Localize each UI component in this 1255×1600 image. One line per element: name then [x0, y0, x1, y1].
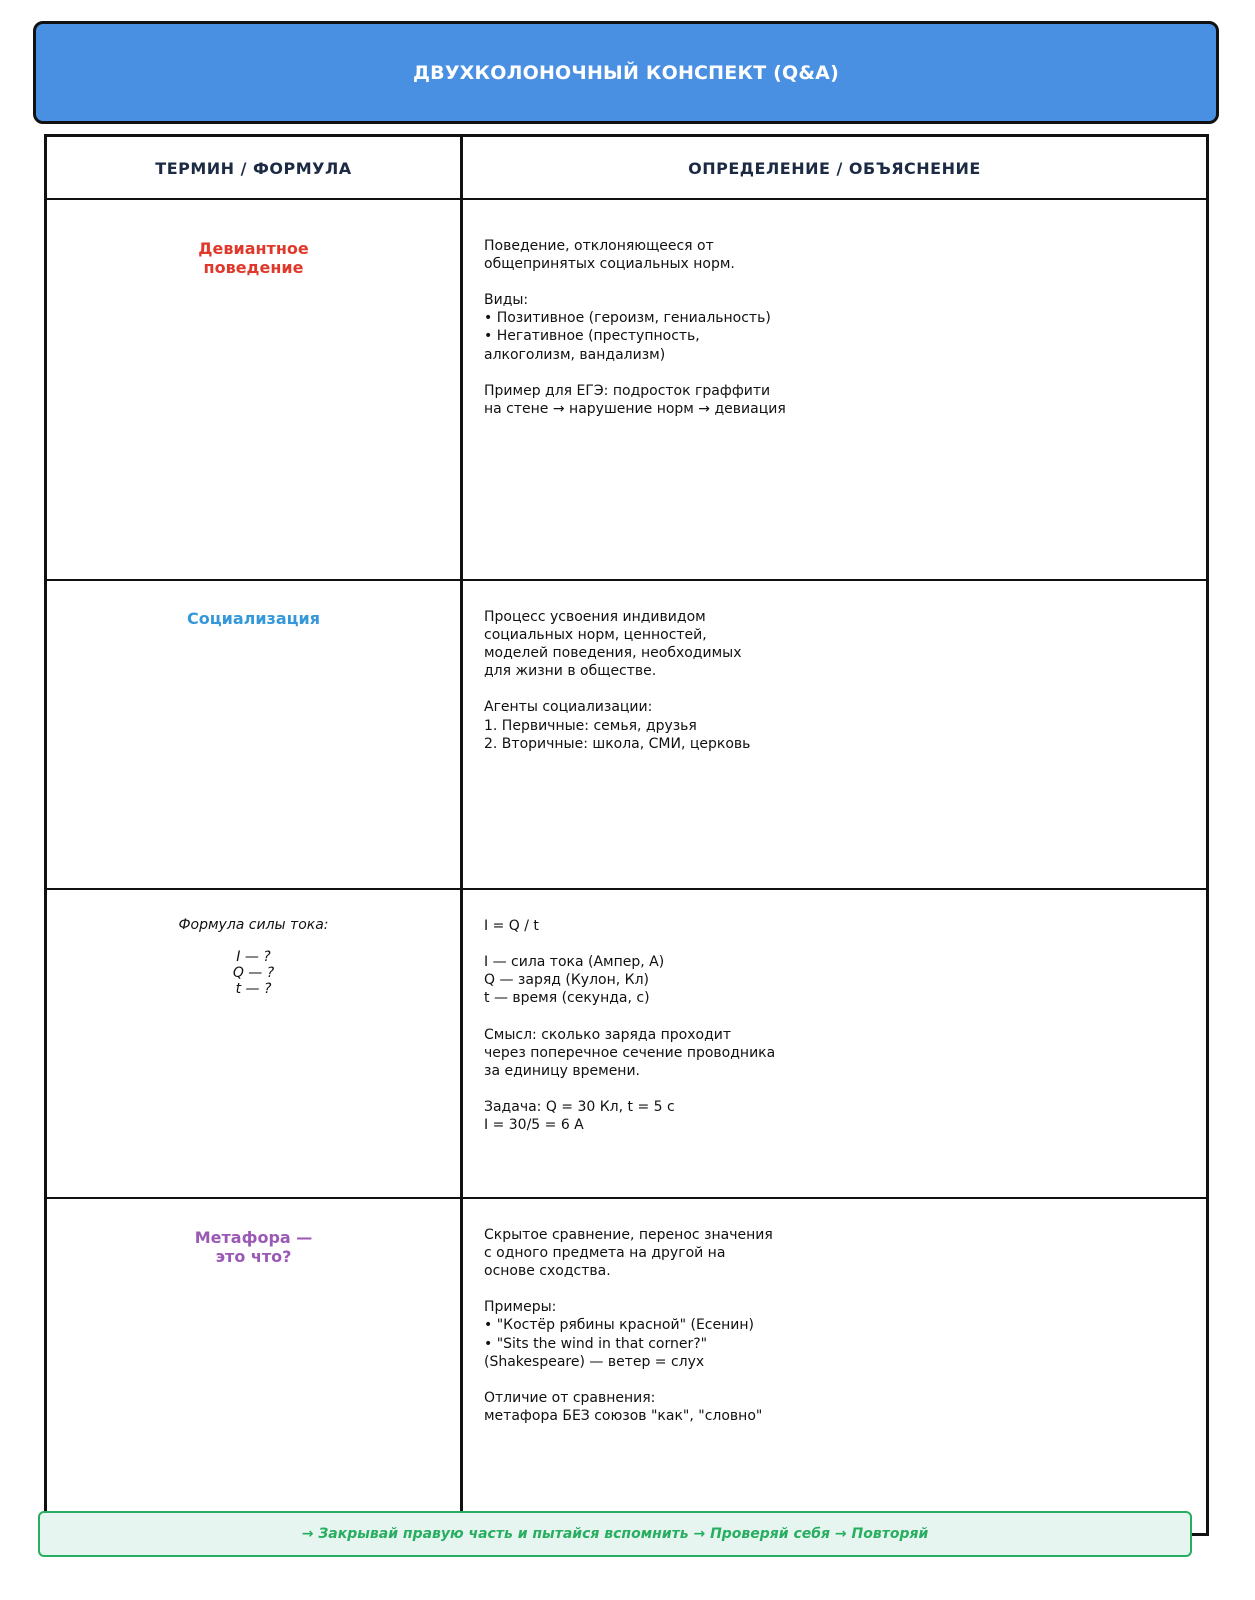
definition-deviant-behavior: Поведение, отклоняющееся от общепринятых социальных норм. Виды: • Позитивное (героизм, гениальность) • Негативное (преступность, алкоголизм, вандализм) Пример для ЕГЭ: подросток граффити на стене → нарушение норм → девиация — [484, 238, 786, 417]
row-divider — [47, 1197, 1206, 1199]
term-formula-variables: I — ? Q — ? t — ? — [232, 949, 275, 997]
study-tip-banner — [38, 1511, 1192, 1557]
term-socialization: Социализация — [187, 609, 320, 628]
column-header-term: ТЕРМИН / ФОРМУЛА — [155, 158, 352, 178]
definition-metaphor: Скрытое сравнение, перенос значения с одного предмета на другой на основе сходства. Примеры: • "Костёр рябины красной" (Есенин) • "Sits the wind in that corner?" (Shakespeare) — ветер = слух Отличие от сравнения: метафора БЕЗ союзов "как", "словно" — [484, 1227, 773, 1424]
notes-table — [44, 134, 1209, 1536]
page-title: ДВУХКОЛОНОЧНЫЙ КОНСПЕКТ (Q&A) — [413, 61, 839, 84]
term-formula-title: Формула силы тока: — [178, 917, 329, 933]
column-divider — [460, 137, 463, 1533]
definition-socialization: Процесс усвоения индивидом социальных норм, ценностей, моделей поведения, необходимых для жизни в обществе. Агенты социализации: 1. Первичные: семья, друзья 2. Вторичные: школа, СМИ, церковь — [484, 609, 751, 752]
term-deviant-behavior: Девиантное поведение — [198, 239, 309, 277]
study-tip-text: → Закрывай правую часть и пытайся вспомнить → Проверяй себя → Повторяй — [301, 1526, 929, 1542]
row-divider — [47, 579, 1206, 581]
term-metaphor: Метафора — это что? — [194, 1228, 313, 1266]
row-divider — [47, 198, 1206, 200]
column-header-definition: ОПРЕДЕЛЕНИЕ / ОБЪЯСНЕНИЕ — [688, 158, 981, 178]
page-title-banner — [33, 21, 1219, 124]
definition-current-formula: I = Q / t I — сила тока (Ампер, А) Q — заряд (Кулон, Кл) t — время (секунда, с) Смысл: сколько заряда проходит через поперечное сечение проводника за единицу времени. Задача: Q = 30 Кл, t = 5 с I = 30/5 = 6 А — [484, 918, 776, 1134]
row-divider — [47, 888, 1206, 890]
